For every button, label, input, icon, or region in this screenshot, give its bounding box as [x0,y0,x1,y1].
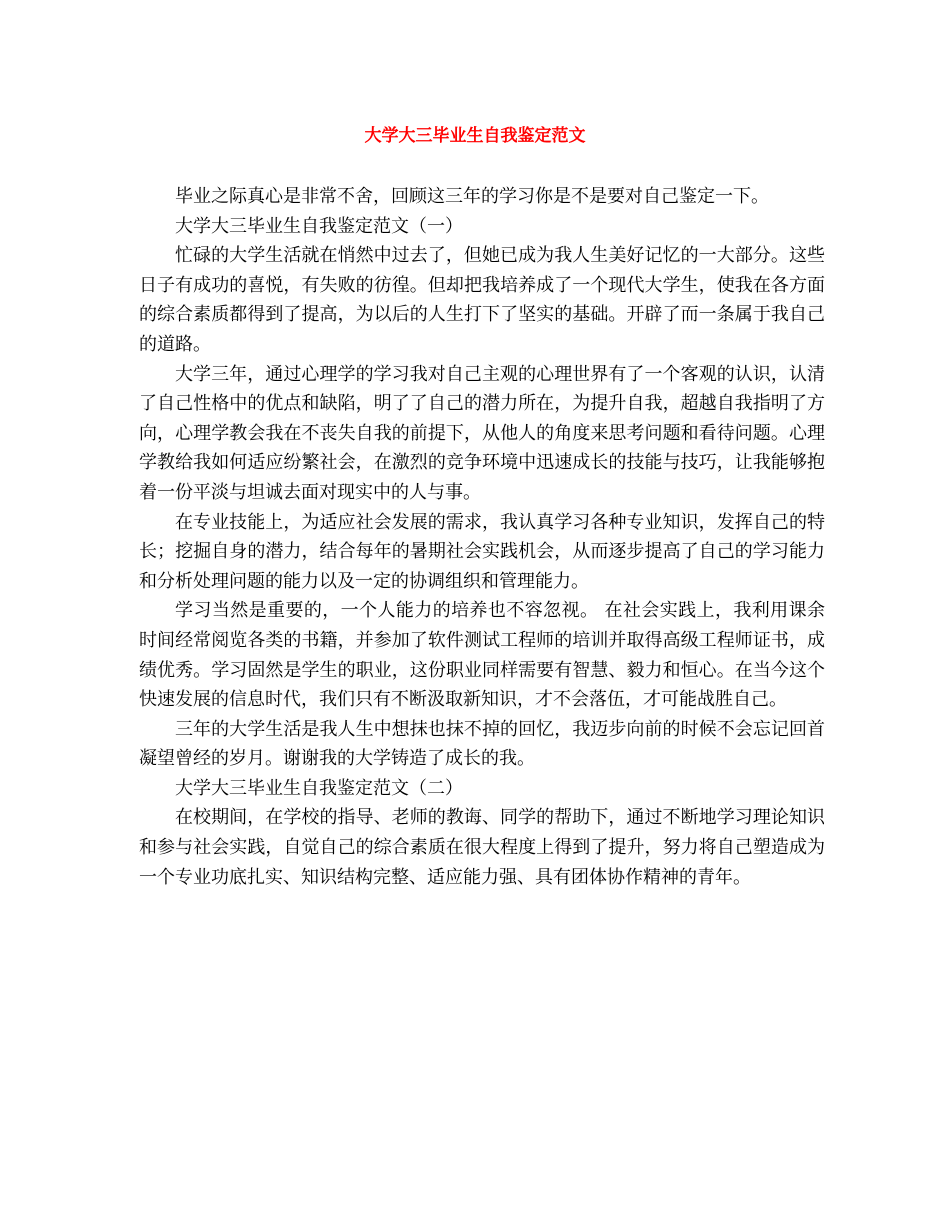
section-heading-2: 大学大三毕业生自我鉴定范文（二） [175,777,463,799]
body-paragraph: 忙碌的大学生活就在悄然中过去了，但她已成为我人生美好记忆的一大部分。这些日子有成功的喜悦，有失败的彷徨。但却把我培养成了一个现代大学生，使我在各方面的综合素质都得到了提高，为以后的人生打下了坚实的基础。开辟了而一条属于我自己的道路。 [139,245,825,355]
section-heading-1: 大学大三毕业生自我鉴定范文（一） [175,215,463,237]
document-body [139,182,825,892]
document-title: 大学大三毕业生自我鉴定范文 [364,126,586,146]
body-paragraph: 大学三年，通过心理学的学习我对自己主观的心理世界有了一个客观的认识，认清了自己性格中的优点和缺陷，明了了自己的潜力所在，为提升自我，超越自我指明了方向，心理学教会我在不丧失自我的前提下，从他人的角度来思考问题和看待问题。心理学教给我如何适应纷繁社会，在激烈的竞争环境中迅速成长的技能与技巧，让我能够抱着一份平淡与坦诚去面对现实中的人与事。 [139,363,825,503]
intro-paragraph: 毕业之际真心是非常不舍，回顾这三年的学习你是不是要对自己鉴定一下。 [175,186,769,207]
body-paragraph: 在校期间，在学校的指导、老师的教诲、同学的帮助下，通过不断地学习理论知识和参与社会实践，自觉自己的综合素质在很大程度上得到了提升，努力将自己塑造成为一个专业功底扎实、知识结构完整、适应能力强、具有团体协作精神的青年。 [139,807,825,888]
body-paragraph: 学习当然是重要的，一个人能力的培养也不容忽视。 在社会实践上，我利用课余时间经常阅览各类的书籍，并参加了软件测试工程师的培训并取得高级工程师证书，成绩优秀。学习固然是学生的职业，这份职业同样需要有智慧、毅力和恒心。在当今这个快速发展的信息时代，我们只有不断汲取新知识，才不会落伍，才可能战胜自己。 [139,600,825,711]
body-paragraph: 三年的大学生活是我人生中想抹也抹不掉的回忆，我迈步向前的时候不会忘记回首凝望曾经的岁月。谢谢我的大学铸造了成长的我。 [139,718,825,770]
body-paragraph: 在专业技能上，为适应社会发展的需求，我认真学习各种专业知识，发挥自己的特长；挖掘自身的潜力，结合每年的暑期社会实践机会，从而逐步提高了自己的学习能力和分析处理问题的能力以及一定的协调组织和管理能力。 [139,511,825,592]
